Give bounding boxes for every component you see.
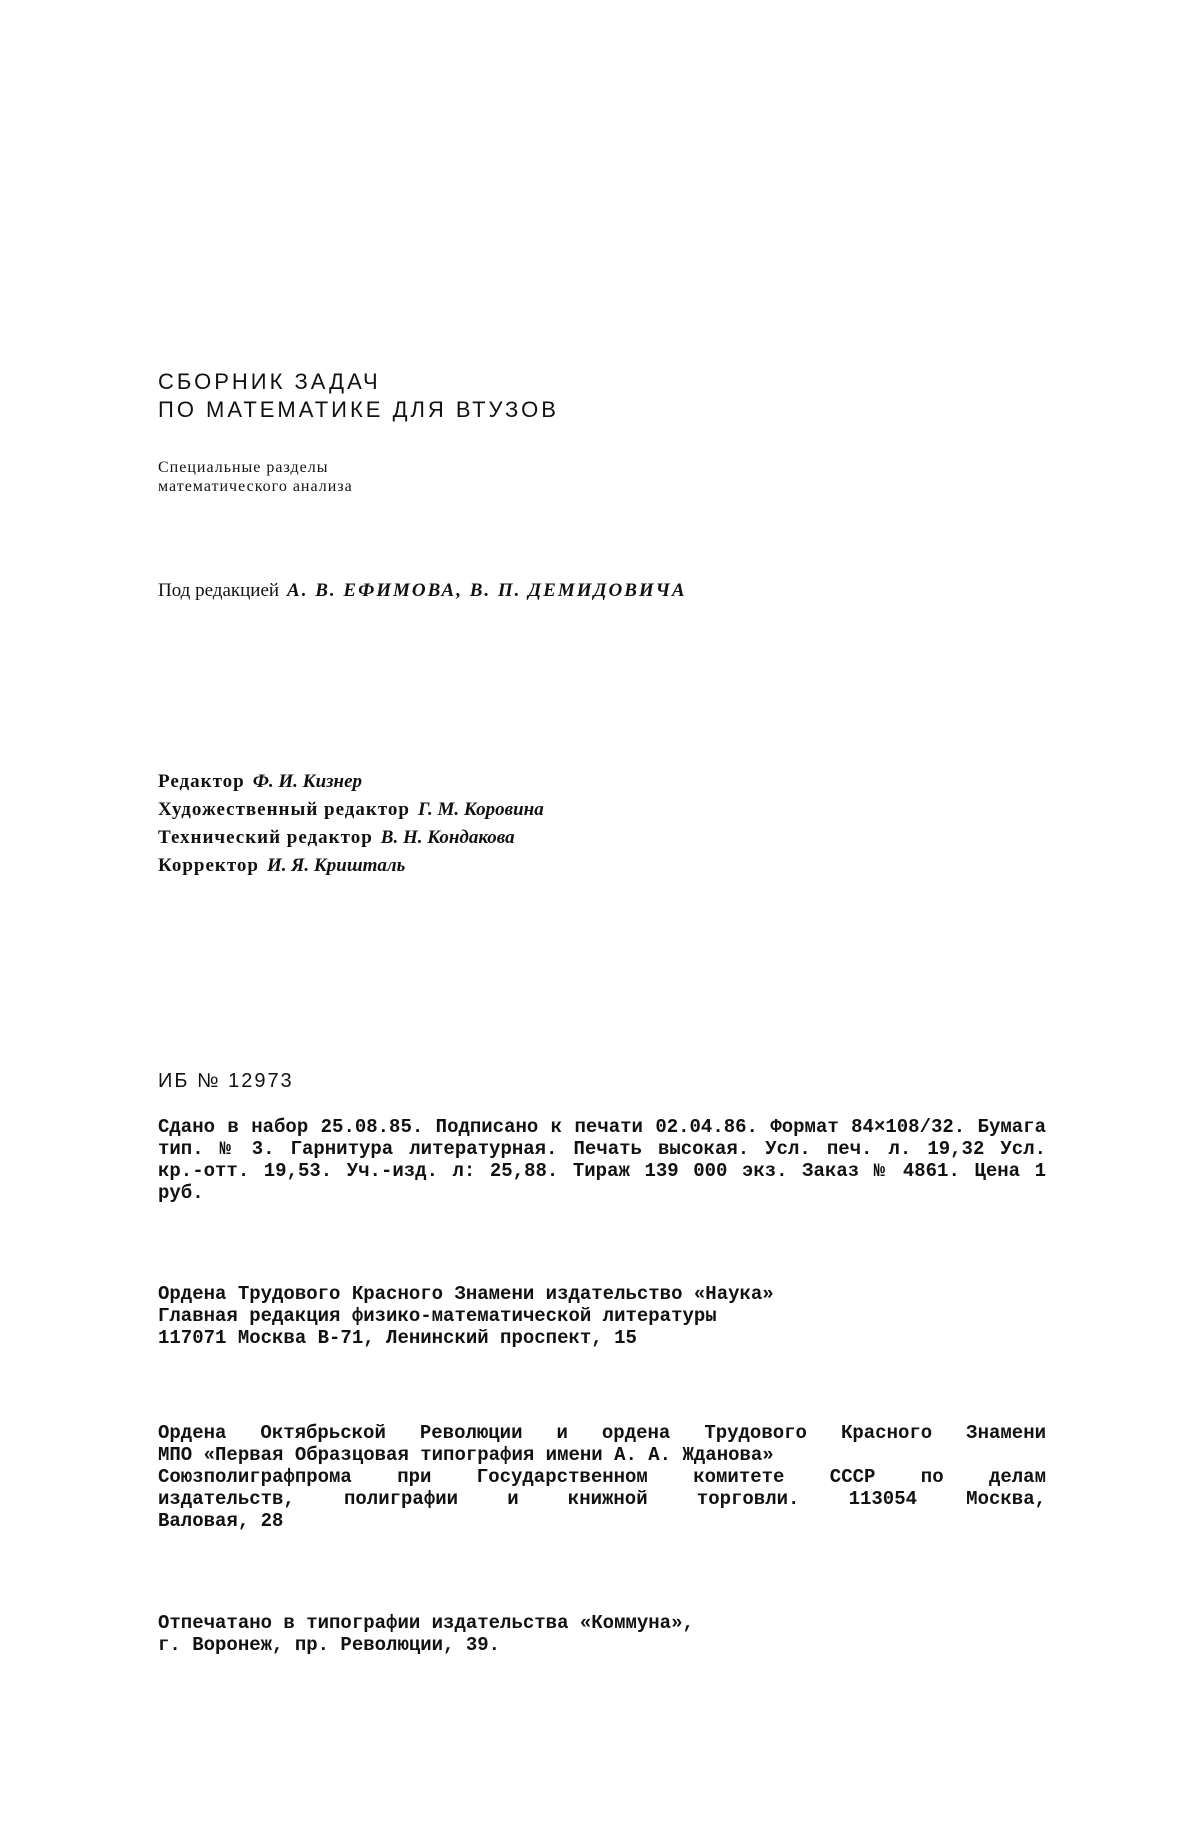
printer-line-5: Валовая, 28 bbox=[158, 1510, 284, 1532]
book-subtitle-line-1: Специальные разделы bbox=[158, 459, 329, 476]
staff-person: Г. М. Коровина bbox=[417, 799, 544, 820]
printer-line-3: Союзполиграфпрома при Государственном комитете СССР по делам bbox=[158, 1466, 1046, 1488]
editorial-staff bbox=[158, 768, 1058, 880]
book-title bbox=[158, 368, 1058, 424]
printer-line-1: Ордена Октябрьской Революции и ордена Трудового Красного Знамени bbox=[158, 1422, 1046, 1444]
staff-row bbox=[158, 852, 1058, 880]
book-subtitle-line-2: математического анализа bbox=[158, 478, 353, 495]
publisher-line-1: Ордена Трудового Красного Знамени издательство «Наука» bbox=[158, 1283, 774, 1305]
staff-row bbox=[158, 796, 1058, 824]
ib-number: ИБ № 12973 bbox=[158, 1070, 294, 1092]
printer-line-2: МПО «Первая Образцовая типография имени А. А. Жданова» bbox=[158, 1444, 774, 1466]
staff-role: Художественный редактор bbox=[158, 799, 410, 820]
staff-role: Редактор bbox=[158, 771, 245, 792]
printed-at-line-1: Отпечатано в типографии издательства «Коммуна», bbox=[158, 1612, 694, 1634]
staff-role: Технический редактор bbox=[158, 827, 373, 848]
staff-person: Ф. И. Кизнер bbox=[252, 771, 363, 792]
editors-names: А. В. ЕФИМОВА, В. П. ДЕМИДОВИЧА bbox=[287, 580, 687, 601]
editors-prefix: Под редакцией bbox=[158, 580, 280, 601]
printed-at-line-2: г. Воронеж, пр. Революции, 39. bbox=[158, 1634, 501, 1656]
book-title-line-2: ПО МАТЕМАТИКЕ ДЛЯ ВТУЗОВ bbox=[158, 397, 559, 422]
publisher-info bbox=[158, 1283, 1058, 1349]
book-title-line-1: СБОРНИК ЗАДАЧ bbox=[158, 369, 381, 394]
publisher-line-3: 117071 Москва В-71, Ленинский проспект, 15 bbox=[158, 1327, 637, 1349]
printer-line-4: издательств, полиграфии и книжной торговли. 113054 Москва, bbox=[158, 1488, 1046, 1510]
book-subtitle bbox=[158, 458, 1058, 496]
staff-role: Корректор bbox=[158, 855, 259, 876]
printer-info bbox=[158, 1422, 1046, 1532]
staff-person: В. Н. Кондакова bbox=[380, 827, 515, 848]
printed-at bbox=[158, 1612, 1058, 1656]
editors-line bbox=[158, 580, 1058, 602]
staff-person: И. Я. Кришталь bbox=[267, 855, 406, 876]
staff-row bbox=[158, 768, 1058, 796]
staff-row bbox=[158, 824, 1058, 852]
publisher-line-2: Главная редакция физико-математической литературы bbox=[158, 1305, 717, 1327]
print-imprint: Сдано в набор 25.08.85. Подписано к печати 02.04.86. Формат 84×108/32. Бумага тип. № 3. Гарнитура литературная. Печать высокая. Усл. печ. л. 19,32 Усл. кр.-отт. 19,53. Уч.-изд. л: 25,88. Тираж 139 000 экз. Заказ № 4861. Цена 1 руб. bbox=[158, 1116, 1046, 1204]
